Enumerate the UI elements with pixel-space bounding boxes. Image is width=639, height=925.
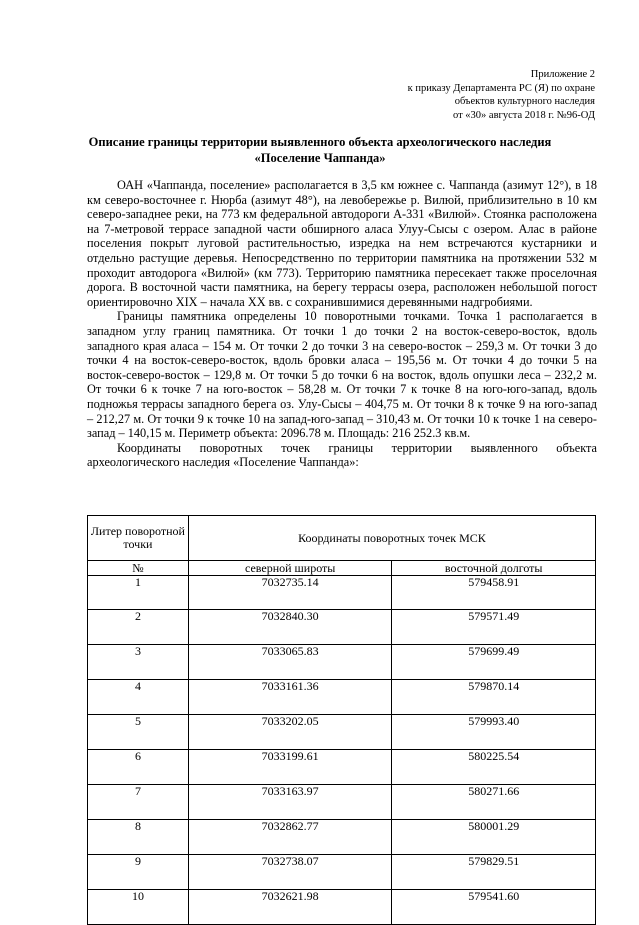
appendix-line-4: от «30» августа 2018 г. №96-ОД bbox=[452, 109, 595, 121]
table-subheader-row bbox=[88, 561, 596, 576]
table-row bbox=[88, 890, 596, 925]
north-value: 7032621.98 bbox=[188, 890, 392, 925]
east-value: 579571.49 bbox=[392, 610, 596, 645]
point-number: 7 bbox=[88, 785, 189, 820]
north-value: 7032738.07 bbox=[188, 855, 392, 890]
point-number: 5 bbox=[88, 715, 189, 750]
title-line-2: «Поселение Чаппанда» bbox=[254, 151, 386, 165]
east-value: 580271.66 bbox=[392, 785, 596, 820]
table-header-row bbox=[88, 516, 596, 561]
north-value: 7032840.30 bbox=[188, 610, 392, 645]
table-row bbox=[88, 855, 596, 890]
north-value: 7032862.77 bbox=[188, 820, 392, 855]
point-number: 2 bbox=[88, 610, 189, 645]
table-row bbox=[88, 715, 596, 750]
body-text bbox=[87, 178, 597, 470]
table-row bbox=[88, 680, 596, 715]
east-value: 579993.40 bbox=[392, 715, 596, 750]
north-value: 7033199.61 bbox=[188, 750, 392, 785]
east-value: 579458.91 bbox=[392, 576, 596, 610]
point-number: 9 bbox=[88, 855, 189, 890]
point-number: 3 bbox=[88, 645, 189, 680]
point-number: 8 bbox=[88, 820, 189, 855]
appendix-line-1: Приложение 2 bbox=[530, 69, 595, 80]
coordinates-header: Координаты поворотных точек МСК bbox=[188, 516, 595, 561]
point-number: 10 bbox=[88, 890, 189, 925]
north-value: 7033202.05 bbox=[188, 715, 392, 750]
table-row bbox=[88, 610, 596, 645]
table-row bbox=[88, 645, 596, 680]
north-value: 7033163.97 bbox=[188, 785, 392, 820]
east-value: 580001.29 bbox=[392, 820, 596, 855]
number-header: № bbox=[88, 561, 189, 576]
north-value: 7033065.83 bbox=[188, 645, 392, 680]
title-line-1: Описание границы территории выявленного объекта археологического наследия bbox=[88, 135, 552, 149]
east-value: 579541.60 bbox=[392, 890, 596, 925]
table-row bbox=[88, 576, 596, 610]
north-value: 7033161.36 bbox=[188, 680, 392, 715]
appendix-note bbox=[408, 68, 595, 122]
east-value: 579829.51 bbox=[392, 855, 596, 890]
point-number: 1 bbox=[88, 576, 189, 610]
point-letter-header: Литер поворотной точки bbox=[88, 516, 189, 561]
document-title bbox=[40, 134, 600, 166]
appendix-line-2: к приказу Департамента РС (Я) по охране bbox=[407, 82, 595, 94]
table-row bbox=[88, 750, 596, 785]
table-row bbox=[88, 820, 596, 855]
east-value: 579699.49 bbox=[392, 645, 596, 680]
coordinates-table bbox=[87, 515, 596, 925]
east-longitude-header: восточной долготы bbox=[392, 561, 596, 576]
paragraph-boundaries: Границы памятника определены 10 поворотными точками. Точка 1 располагается в западном углу границ памятника. От точки 1 до точки 2 на восток-северо-восток, вдоль западного края аласа – 154 м. От точки 2 до точки 3 на северо-восток – 259,3 м. От точки 3 до точки 4 на восток-северо-восток, вдоль бровки аласа – 195,56 м. От точки 4 до точки 5 на восток-северо-восток – 129,8 м. От точки 5 до точки 6 на восток, вдоль опушки леса – 232,2 м. От точки 6 к точке 7 на юго-восток – 58,28 м. От точки 7 к точке 8 на юго-юго-запад, вдоль подножья террасы западного берега оз. Улу-Сысы – 404,75 м. От точки 8 к точке 9 на юго-запад – 212,27 м. От точки 9 к точке 10 на запад-юго-запад – 310,43 м. От точки 10 к точке 1 на северо-запад – 140,15 м. Периметр объекта: 2096.78 м. Площадь: 216 252.3 кв.м. bbox=[87, 309, 597, 441]
north-value: 7032735.14 bbox=[188, 576, 392, 610]
east-value: 579870.14 bbox=[392, 680, 596, 715]
paragraph-coordinates-intro: Координаты поворотных точек границы территории выявленного объекта археологического наследия «Поселение Чаппанда»: bbox=[87, 440, 597, 470]
table-row bbox=[88, 785, 596, 820]
appendix-line-3: объектов культурного наследия bbox=[454, 96, 595, 107]
paragraph-description: ОАН «Чаппанда, поселение» располагается в 3,5 км южнее с. Чаппанда (азимут 12°), в 18 км северо-восточнее г. Нюрба (азимут 48°), на левобережье р. Вилюй, приблизительно в 10 км северо-западнее реки, на 773 км федеральной автодороги А-331 «Вилюй». Стоянка расположена на 7-метровой террасе западной части обширного аласа Улуу-Сысы с озером. Алас в районе поселения покрыт луговой растительностью, изредка на нем встречаются кустарники и отдельно растущие деревья. Непосредственно по территории памятника на протяжении 532 м проходит автодорога «Вилюй» (км 773). Территорию памятника пересекает также проселочная дорога. В восточной части памятника, на берегу террасы озера, расположен небольшой погост ориентировочно XIX – начала XX вв. с сохранившимися деревянными надгробиями. bbox=[87, 178, 597, 309]
point-number: 4 bbox=[88, 680, 189, 715]
point-number: 6 bbox=[88, 750, 189, 785]
north-latitude-header: северной широты bbox=[188, 561, 392, 576]
east-value: 580225.54 bbox=[392, 750, 596, 785]
